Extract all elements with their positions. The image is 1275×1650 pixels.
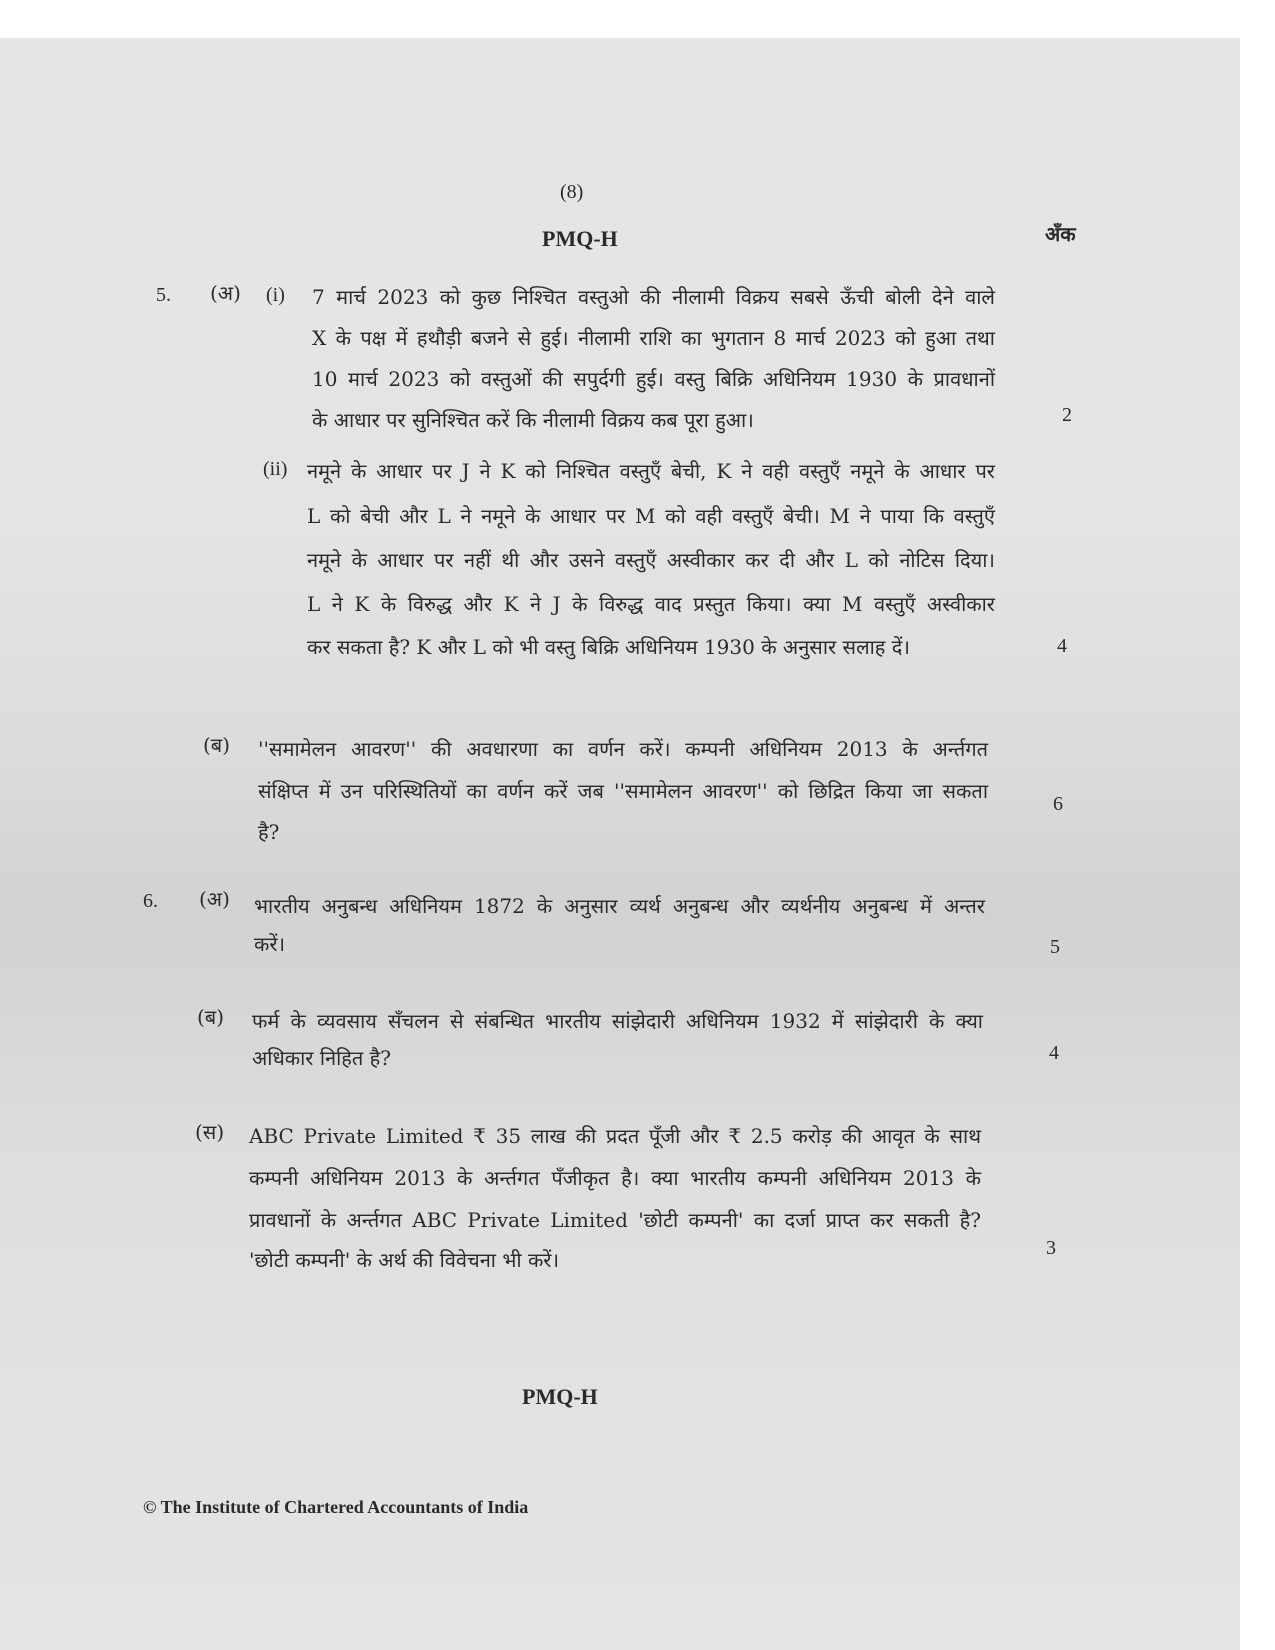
question-5b-line: है? (258, 820, 280, 844)
question-6-number: 6. (143, 890, 158, 912)
question-6c-line: प्रावधानों के अर्न्तगत ABC Private Limited 'छोटी कम्पनी' का दर्जा प्राप्त कर सकती है? (249, 1208, 981, 1232)
marks-column-label: अँक (1045, 222, 1076, 246)
question-5a-i-line: के आधार पर सुनिश्चित करें कि नीलामी विक्रय कब पूरा हुआ। (312, 408, 754, 432)
question-6a-line: भारतीय अनुबन्ध अधिनियम 1872 के अनुसार व्यर्थ अनुबन्ध और व्यर्थनीय अनुबन्ध में अन्तर (254, 894, 985, 918)
question-6b-line: फर्म के व्यवसाय सँचलन से संबन्धित भारतीय सांझेदारी अधिनियम 1932 में सांझेदारी के क्या (252, 1009, 983, 1033)
question-5b-label: (ब) (203, 733, 231, 757)
question-5a-ii-line: नमूने के आधार पर J ने K को निश्चित वस्तुएँ बेची, K ने वही वस्तुएँ नमूने के आधार पर (307, 459, 995, 483)
question-5a-i-label: (i) (266, 284, 285, 306)
question-6c-marks: 3 (1046, 1237, 1056, 1259)
question-6c-label: (स) (195, 1120, 225, 1144)
question-6a-marks: 5 (1050, 936, 1060, 958)
question-5a-ii-marks: 4 (1057, 635, 1067, 657)
question-5a-i-line: X के पक्ष में हथौड़ी बजने से हुई। नीलामी राशि का भुगतान 8 मार्च 2023 को हुआ तथा (312, 326, 995, 350)
question-6a-label: (अ) (199, 887, 230, 911)
question-6c-line: 'छोटी कम्पनी' के अर्थ की विवेचना भी करें। (249, 1248, 560, 1272)
question-6c-line: कम्पनी अधिनियम 2013 के अर्न्तगत पँजीकृत है। क्या भारतीय कम्पनी अधिनियम 2013 के (249, 1166, 981, 1190)
question-5a-ii-line: L को बेची और L ने नमूने के आधार पर M को वही वस्तुएँ बेची। M ने पाया कि वस्तुएँ (307, 504, 995, 528)
question-6b-line: अधिकार निहित है? (252, 1046, 392, 1070)
question-6a-line: करें। (254, 932, 286, 956)
paper-code-header: PMQ-H (542, 226, 618, 251)
question-5-number: 5. (156, 284, 171, 306)
question-5a-ii-line: कर सकता है? K और L को भी वस्तु बिक्रि अधिनियम 1930 के अनुसार सलाह दें। (307, 635, 910, 659)
question-5a-label: (अ) (210, 281, 241, 305)
question-5a-ii-label: (ii) (263, 458, 288, 480)
question-5a-i-line: 10 मार्च 2023 को वस्तुओं की सपुर्दगी हुई। वस्तु बिक्रि अधिनियम 1930 के प्रावधानों (312, 367, 995, 391)
question-5a-ii-line: L ने K के विरुद्ध और K ने J के विरुद्ध वाद प्रस्तुत किया। क्या M वस्तुएँ अस्वीकार (307, 592, 995, 616)
question-6c-line: ABC Private Limited ₹ 35 लाख की प्रदत पूँजी और ₹ 2.5 करोड़ की आवृत के साथ (249, 1124, 981, 1148)
paper-code-footer: PMQ-H (522, 1384, 598, 1409)
question-5b-marks: 6 (1053, 793, 1063, 815)
question-6b-label: (ब) (197, 1005, 225, 1029)
question-5b-line: संक्षिप्त में उन परिस्थितियों का वर्णन करें जब ''समामेलन आवरण'' को छिद्रित किया जा सकता (258, 779, 988, 803)
question-5a-i-marks: 2 (1062, 404, 1072, 426)
question-5a-i-line: 7 मार्च 2023 को कुछ निश्चित वस्तुओ की नीलामी विक्रय सबसे ऊँची बोली देने वाले (312, 285, 995, 309)
question-6b-marks: 4 (1049, 1042, 1059, 1064)
question-5a-ii-line: नमूने के आधार पर नहीं थी और उसने वस्तुएँ अस्वीकार कर दी और L को नोटिस दिया। (307, 548, 995, 572)
copyright-notice: © The Institute of Chartered Accountants of India (143, 1497, 529, 1517)
page-number: (8) (560, 181, 584, 203)
scanned-page (0, 38, 1240, 1650)
question-5b-line: ''समामेलन आवरण'' की अवधारणा का वर्णन करें। कम्पनी अधिनियम 2013 के अर्न्तगत (258, 737, 988, 761)
